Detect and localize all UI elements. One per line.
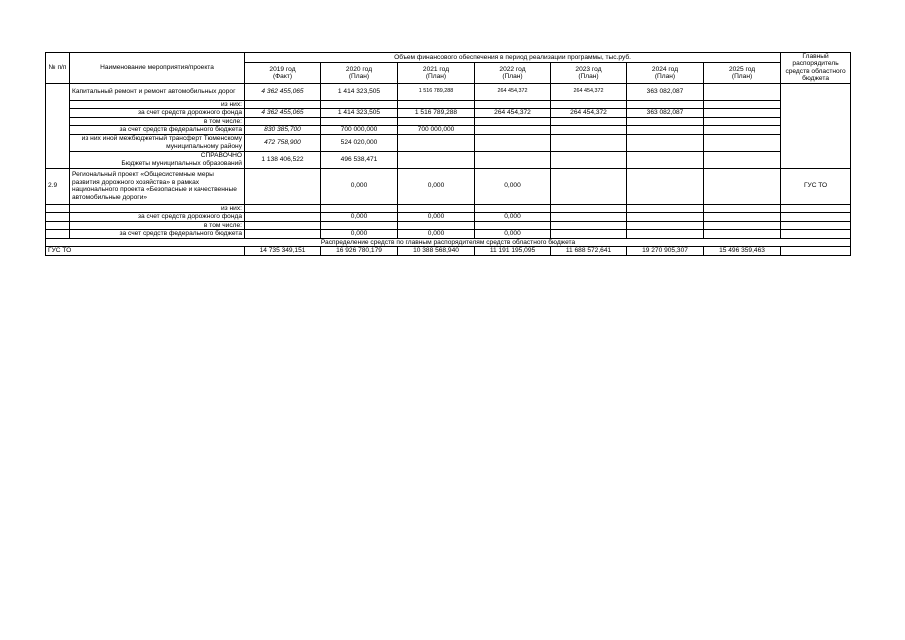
cell-value: 0,000 bbox=[398, 230, 475, 239]
cell-empty bbox=[475, 151, 551, 168]
row-label: из них: bbox=[70, 204, 245, 213]
cell-empty bbox=[321, 221, 398, 230]
cell-empty bbox=[46, 221, 70, 230]
cell-empty bbox=[551, 151, 627, 168]
table-row bbox=[46, 230, 851, 239]
cell-empty bbox=[627, 221, 704, 230]
cell-empty bbox=[781, 204, 851, 213]
cell-empty bbox=[627, 126, 704, 135]
cell-value: 363 082,087 bbox=[627, 83, 704, 100]
cell-empty bbox=[321, 117, 398, 126]
cell-value: 0,000 bbox=[321, 213, 398, 222]
cell-empty bbox=[245, 117, 321, 126]
cell-value: 0,000 bbox=[321, 168, 398, 204]
cell-empty bbox=[475, 117, 551, 126]
cell-empty bbox=[321, 204, 398, 213]
cell-empty bbox=[627, 117, 704, 126]
cell-value: 11 191 195,095 bbox=[475, 247, 551, 256]
cell-value: 1 516 789,288 bbox=[398, 83, 475, 100]
row-manager: ГУС ТО bbox=[781, 168, 851, 204]
cell-value: 264 454,372 bbox=[551, 109, 627, 118]
cell-value: 496 538,471 bbox=[321, 151, 398, 168]
cell-value: 1 414 323,505 bbox=[321, 83, 398, 100]
header-year: 2025 год (План) bbox=[704, 63, 781, 83]
cell-empty bbox=[245, 168, 321, 204]
row-label: в том числе: bbox=[70, 117, 245, 126]
cell-empty bbox=[704, 221, 781, 230]
table-row bbox=[46, 100, 851, 109]
cell-empty bbox=[321, 100, 398, 109]
header-year: 2023 год (План) bbox=[551, 63, 627, 83]
cell-value: 472 758,900 bbox=[245, 134, 321, 151]
cell-empty bbox=[245, 204, 321, 213]
row-num: 2.9 bbox=[46, 168, 70, 204]
cell-value: 4 362 455,065 bbox=[245, 83, 321, 100]
cell-empty bbox=[551, 100, 627, 109]
cell-empty bbox=[551, 213, 627, 222]
cell-empty bbox=[627, 151, 704, 168]
table-row bbox=[46, 134, 851, 151]
cell-empty bbox=[398, 117, 475, 126]
cell-empty bbox=[245, 100, 321, 109]
cell-value: 0,000 bbox=[398, 213, 475, 222]
header-name: Наименование мероприятия/проекта bbox=[70, 53, 245, 84]
distribution-row bbox=[46, 247, 851, 256]
cell-empty bbox=[398, 100, 475, 109]
cell-empty bbox=[475, 204, 551, 213]
cell-value: 264 454,372 bbox=[551, 83, 627, 100]
row-label: за счет средств федерального бюджета bbox=[70, 230, 245, 239]
row-num-empty bbox=[46, 83, 70, 168]
header-manager: Главный распорядитель средств областного бюджета bbox=[781, 53, 851, 84]
cell-empty bbox=[704, 151, 781, 168]
table-row bbox=[46, 221, 851, 230]
cell-empty bbox=[551, 117, 627, 126]
cell-empty bbox=[46, 213, 70, 222]
cell-value: 363 082,087 bbox=[627, 109, 704, 118]
cell-value: 830 385,700 bbox=[245, 126, 321, 135]
cell-empty bbox=[627, 213, 704, 222]
cell-empty bbox=[475, 100, 551, 109]
cell-value: 700 000,000 bbox=[321, 126, 398, 135]
cell-value: 19 270 905,307 bbox=[627, 247, 704, 256]
header-year: 2019 год (Факт) bbox=[245, 63, 321, 83]
cell-empty bbox=[551, 230, 627, 239]
cell-value: 0,000 bbox=[475, 213, 551, 222]
cell-value: 1 138 406,522 bbox=[245, 151, 321, 168]
table-row bbox=[46, 151, 851, 168]
cell-empty bbox=[46, 230, 70, 239]
cell-empty bbox=[704, 230, 781, 239]
cell-value: 700 000,000 bbox=[398, 126, 475, 135]
cell-empty bbox=[475, 221, 551, 230]
cell-empty bbox=[627, 204, 704, 213]
cell-empty bbox=[704, 168, 781, 204]
table-row bbox=[46, 213, 851, 222]
cell-value: 10 388 568,940 bbox=[398, 247, 475, 256]
cell-empty bbox=[551, 168, 627, 204]
row-label: из них иной межбюджетный трансферт Тюменскому муниципальному району bbox=[70, 134, 245, 151]
row-label: за счет средств федерального бюджета bbox=[70, 126, 245, 135]
cell-value: 264 454,372 bbox=[475, 83, 551, 100]
table-row bbox=[46, 109, 851, 118]
cell-empty bbox=[704, 134, 781, 151]
budget-table bbox=[45, 52, 851, 256]
cell-empty bbox=[704, 100, 781, 109]
distribution-name: ГУС ТО bbox=[46, 247, 245, 256]
cell-empty bbox=[627, 168, 704, 204]
row-label: СПРАВОЧНО Бюджеты муниципальных образований bbox=[70, 151, 245, 168]
header-year: 2021 год (План) bbox=[398, 63, 475, 83]
manager-empty bbox=[781, 83, 851, 168]
cell-empty bbox=[551, 126, 627, 135]
header-year: 2024 год (План) bbox=[627, 63, 704, 83]
cell-empty bbox=[781, 230, 851, 239]
table-row bbox=[46, 117, 851, 126]
cell-empty bbox=[398, 151, 475, 168]
cell-empty bbox=[551, 134, 627, 151]
cell-value: 264 454,372 bbox=[475, 109, 551, 118]
row-label: из них: bbox=[70, 100, 245, 109]
cell-value: 14 735 349,151 bbox=[245, 247, 321, 256]
cell-value bbox=[704, 83, 781, 100]
header-funding: Объем финансового обеспечения в период реализации программы, тыс.руб. bbox=[245, 53, 781, 63]
cell-value: 0,000 bbox=[475, 230, 551, 239]
cell-empty bbox=[475, 126, 551, 135]
header-row-1 bbox=[46, 53, 851, 63]
row-label: за счет средств дорожного фонда bbox=[70, 109, 245, 118]
header-year: 2020 год (План) bbox=[321, 63, 398, 83]
cell-empty bbox=[781, 247, 851, 256]
cell-empty bbox=[245, 221, 321, 230]
row-title: Региональный проект «Общесистемные меры развития дорожного хозяйства» в рамках национального проекта «Безопасные и качественные автомобильные дороги» bbox=[70, 168, 245, 204]
cell-value: 0,000 bbox=[475, 168, 551, 204]
row-title: Капитальный ремонт и ремонт автомобильных дорог bbox=[70, 83, 245, 100]
cell-empty bbox=[781, 221, 851, 230]
cell-value: 1 414 323,505 bbox=[321, 109, 398, 118]
cell-empty bbox=[46, 204, 70, 213]
cell-value bbox=[704, 109, 781, 118]
cell-empty bbox=[245, 230, 321, 239]
cell-empty bbox=[398, 221, 475, 230]
cell-empty bbox=[704, 117, 781, 126]
cell-value: 15 496 359,463 bbox=[704, 247, 781, 256]
cell-empty bbox=[398, 134, 475, 151]
cell-empty bbox=[398, 204, 475, 213]
cell-empty bbox=[627, 230, 704, 239]
cell-empty bbox=[245, 213, 321, 222]
table-row bbox=[46, 204, 851, 213]
cell-value: 4 362 455,065 bbox=[245, 109, 321, 118]
cell-empty bbox=[627, 134, 704, 151]
cell-value: 0,000 bbox=[321, 230, 398, 239]
distribution-title-row bbox=[46, 238, 851, 247]
table-row bbox=[46, 168, 851, 204]
cell-value: 524 020,000 bbox=[321, 134, 398, 151]
table-row bbox=[46, 83, 851, 100]
table-row bbox=[46, 126, 851, 135]
cell-empty bbox=[781, 213, 851, 222]
row-label: за счет средств дорожного фонда bbox=[70, 213, 245, 222]
cell-empty bbox=[475, 134, 551, 151]
cell-empty bbox=[704, 213, 781, 222]
cell-empty bbox=[627, 100, 704, 109]
cell-value: 11 688 572,641 bbox=[551, 247, 627, 256]
cell-value: 16 926 780,179 bbox=[321, 247, 398, 256]
header-num: № п/п bbox=[46, 53, 70, 84]
distribution-title: Распределение средств по главным распорядителям средств областного бюджета bbox=[46, 238, 851, 247]
cell-empty bbox=[551, 221, 627, 230]
cell-value: 0,000 bbox=[398, 168, 475, 204]
header-year: 2022 год (План) bbox=[475, 63, 551, 83]
cell-value: 1 516 789,288 bbox=[398, 109, 475, 118]
cell-empty bbox=[704, 204, 781, 213]
cell-empty bbox=[704, 126, 781, 135]
row-label: в том числе: bbox=[70, 221, 245, 230]
cell-empty bbox=[551, 204, 627, 213]
